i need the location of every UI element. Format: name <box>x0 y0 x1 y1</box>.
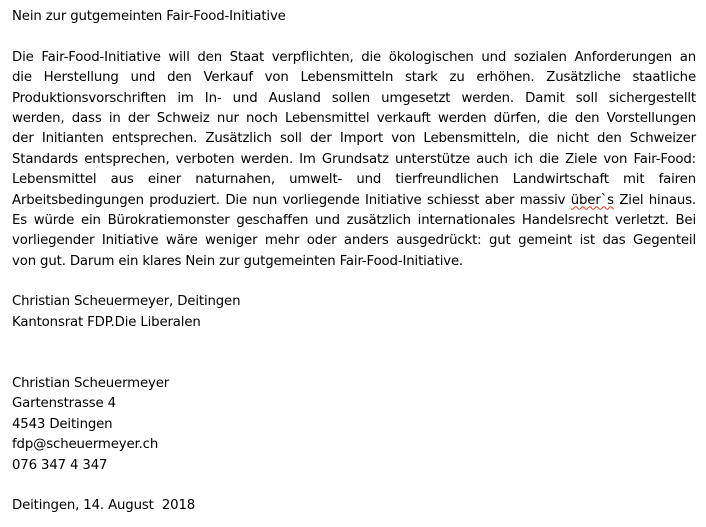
body-line: Standards entsprechen, verboten werden. Im Grundsatz unterstütze auch ich die Ziele von Fair-Food: <box>12 151 696 167</box>
date-line: Deitingen, 14. August 2018 <box>12 498 196 514</box>
address-city: 4543 Deitingen <box>12 416 113 432</box>
signature-name: Christian Scheuermeyer, Deitingen <box>12 294 241 310</box>
signature-role: Kantonsrat FDP.Die Liberalen <box>12 314 201 330</box>
spacer <box>12 476 700 496</box>
body-line: Die Fair-Food-Initiative will den Staat verpflichten, die ökologischen und sozialen Anforderungen an <box>12 49 696 65</box>
body-line: vorliegender Initiative wäre weniger mehr oder anders ausgedrückt: gut gemeint ist das Gegenteil <box>12 233 696 249</box>
body-line: von gut. Darum ein klares Nein zur gutgemeinten Fair-Food-Initiative. <box>12 253 464 269</box>
address-block <box>12 374 700 476</box>
address-name: Christian Scheuermeyer <box>12 376 170 392</box>
body-paragraph <box>12 48 700 272</box>
document-title: Nein zur gutgemeinten Fair-Food-Initiative <box>12 9 286 24</box>
spacer <box>12 272 700 292</box>
spellcheck-flagged-word: über`s <box>570 192 614 208</box>
body-line: Produktionsvorschriften im In- und Ausland sollen umgesetzt werden. Damit soll sichergestellt <box>12 90 696 106</box>
spacer <box>12 333 700 374</box>
spacer <box>12 27 700 47</box>
document-page <box>12 7 700 517</box>
body-line: der Initianten entsprechen. Zusätzlich soll der Import von Lebensmitteln, die nicht den Schweizer <box>12 131 696 147</box>
body-text: Arbeitsbedingungen produziert. Die nun vorliegende Initiative schiesst aber massiv <box>12 192 566 208</box>
body-line: werden, dass in der Schweiz nur noch Lebensmittel verkauft werden dürfen, die den Vorstellungen <box>12 110 696 126</box>
body-line: Es würde ein Bürokratiemonster geschaffen und zusätzlich internationales Handelsrecht verletzt. Bei <box>12 212 696 228</box>
body-text: Ziel hinaus. <box>619 192 696 208</box>
body-line <box>12 191 696 211</box>
address-phone: 076 347 4 347 <box>12 457 108 473</box>
body-line: die Herstellung und den Verkauf von Lebensmitteln stark zu erhöhen. Zusätzliche staatliche <box>12 70 696 86</box>
body-line: Lebensmittel aus einer naturnahen, umwelt- und tierfreundlichen Landwirtschaft mit fairen <box>12 172 696 188</box>
address-street: Gartenstrasse 4 <box>12 396 116 412</box>
address-email: fdp@scheuermeyer.ch <box>12 437 159 453</box>
signature-block <box>12 292 700 333</box>
